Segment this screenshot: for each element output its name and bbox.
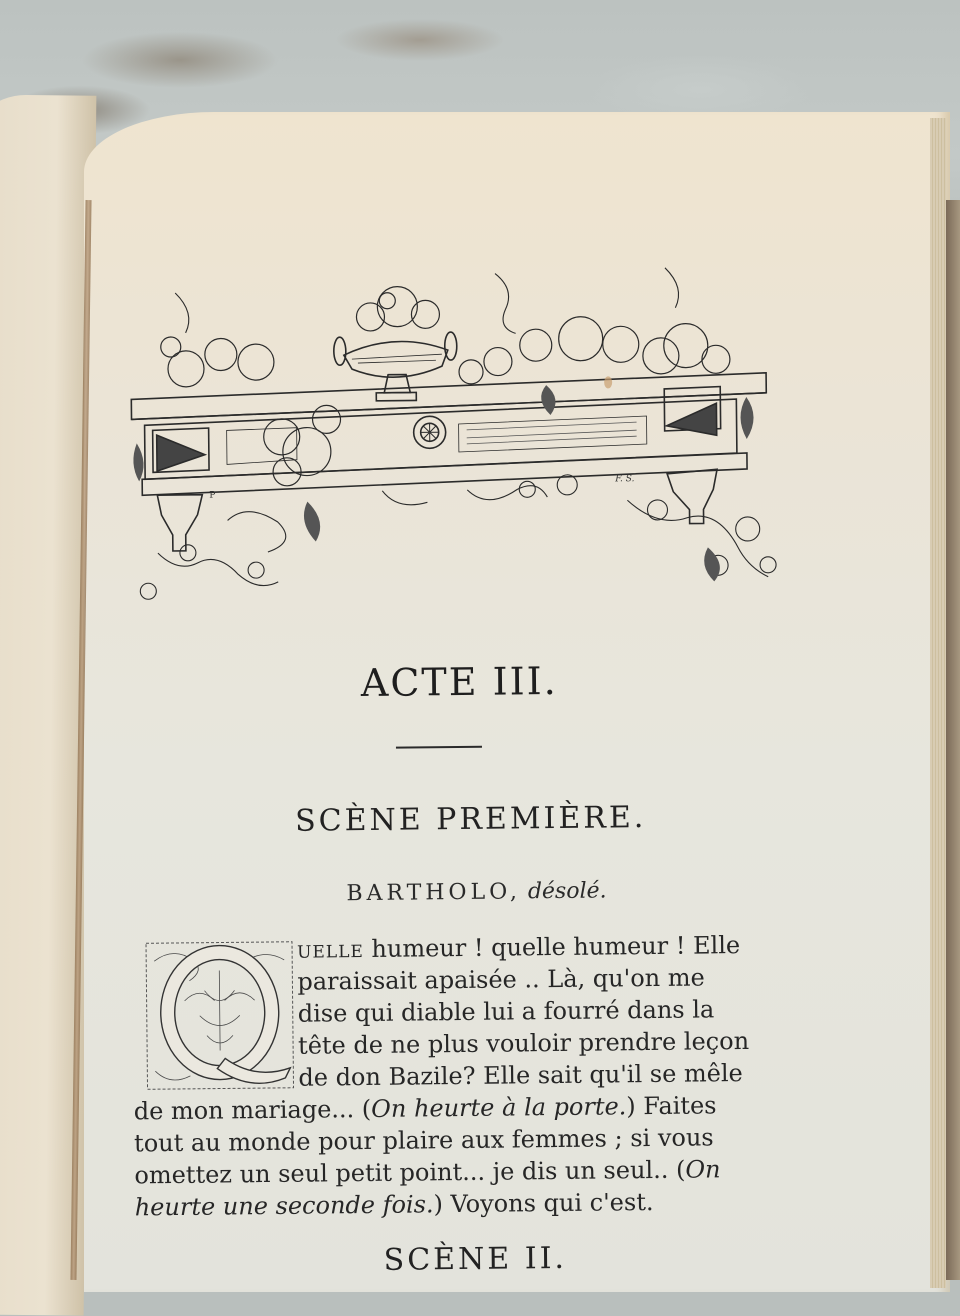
engraver-mark-right: F. S. (615, 474, 635, 485)
engraver-mark-left: P (209, 490, 216, 501)
dialogue-paragraph (132, 929, 780, 1224)
title-divider (396, 746, 482, 749)
character-heading (131, 876, 821, 908)
text-line: tête de ne plus vouloir prendre leçon (297, 1026, 750, 1060)
text-line: uelle humeur ! quelle humeur ! Elle (296, 931, 741, 964)
text-line: tout au monde pour plaire aux femmes ; si vous (133, 1123, 714, 1158)
next-scene-title: SCÈNE II. (383, 1240, 568, 1278)
act-title: ACTE III. (360, 658, 558, 706)
text-line: de mon mariage... (On heurte à la porte.) Faites (133, 1091, 717, 1126)
character-name: BARTHOLO, (346, 879, 522, 907)
text-line: omettez un seul petit point... je dis un seul.. (On (134, 1155, 721, 1190)
text-line: de don Bazile? Elle sait qu'il se mêle (298, 1059, 743, 1092)
text-line: dise qui diable lui a fourré dans la (297, 995, 715, 1028)
svg-text:Q: Q (143, 941, 145, 943)
text-line: heurte une seconde fois.) Voyons qui c'est. (134, 1187, 654, 1222)
book-cover-edge (946, 200, 960, 1280)
text-line: paraissait apaisée .. Là, qu'on me (297, 963, 705, 996)
page-edges (930, 118, 946, 1288)
stage-direction: désolé. (527, 878, 607, 905)
floral-headpiece-ornament (125, 247, 789, 614)
scene-title: SCÈNE PREMIÈRE. (294, 800, 647, 839)
page-content (125, 247, 796, 1284)
